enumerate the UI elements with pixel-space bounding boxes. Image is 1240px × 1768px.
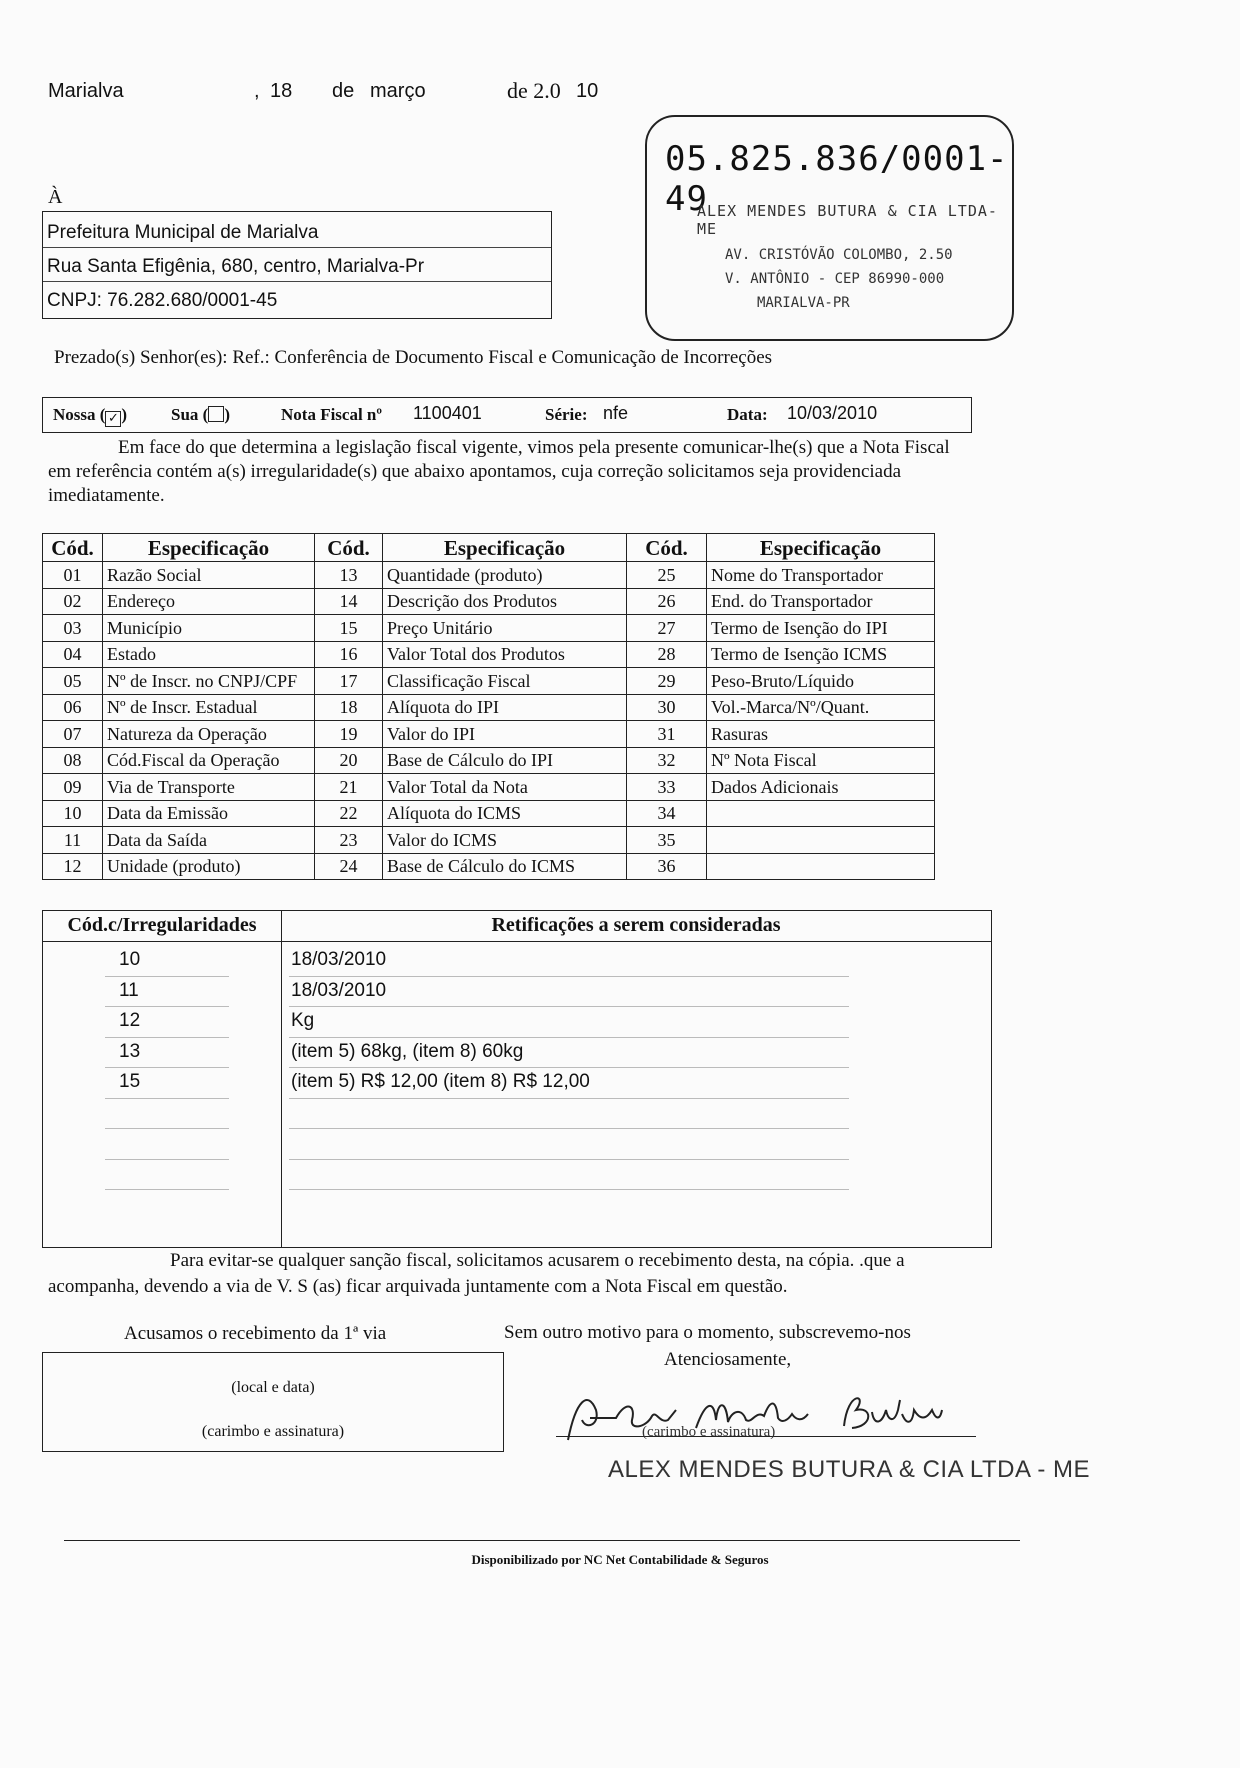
sua-close: ) — [224, 405, 230, 424]
specification-cell: Valor do ICMS — [383, 827, 627, 854]
row-divider — [289, 1189, 849, 1190]
column-header: Cód. — [43, 534, 103, 562]
column-header: Cód. — [627, 534, 707, 562]
nf-number-value: 1100401 — [413, 403, 482, 423]
specification-cell: Data da Saída — [103, 827, 315, 854]
row-divider — [289, 976, 849, 977]
code-cell: 26 — [627, 588, 707, 615]
code-cell: 10 — [43, 800, 103, 827]
addressee-divider — [43, 247, 551, 248]
codes-table-row — [43, 694, 935, 721]
row-divider — [289, 1067, 849, 1068]
irregularity-code: 11 — [119, 979, 139, 1001]
column-header: Especificação — [383, 534, 627, 562]
irregularity-fix: 18/03/2010 — [291, 949, 387, 970]
codes-table-row — [43, 562, 935, 589]
closing-line-1: Sem outro motivo para o momento, subscrevemo-nos — [504, 1322, 911, 1343]
intro-paragraph: Em face do que determina a legislação fiscal vigente, vimos pela presente comunicar-lhe(s) que a Nota Fiscal em referência contém a(s) irregularidade(s) que abaixo apontamos, cuja correção solicitamos seja providenciada imediatamente. — [48, 437, 950, 506]
stamp-address: AV. CRISTÓVÃO COLOMBO, 2.50 — [725, 247, 953, 263]
specification-cell — [707, 827, 935, 854]
codes-table — [42, 533, 935, 880]
irregularities-table — [42, 910, 992, 1248]
closing-carimbo: (carimbo e assinatura) — [642, 1424, 776, 1440]
header-year-prefix: de 2.0 — [507, 78, 561, 103]
code-cell: 16 — [315, 641, 383, 668]
nota-fiscal-box — [42, 397, 972, 433]
specification-cell: Rasuras — [707, 721, 935, 748]
code-cell: 28 — [627, 641, 707, 668]
irregularities-fix-header: Retificações a serem consideradas — [281, 911, 991, 942]
code-cell: 21 — [315, 774, 383, 801]
code-cell: 34 — [627, 800, 707, 827]
row-divider — [289, 1006, 849, 1007]
specification-cell: End. do Transportador — [707, 588, 935, 615]
addressee-divider — [43, 281, 551, 282]
specification-cell: Base de Cálculo do ICMS — [383, 853, 627, 880]
specification-cell: Valor do IPI — [383, 721, 627, 748]
specification-cell: Descrição dos Produtos — [383, 588, 627, 615]
column-header: Especificação — [103, 534, 315, 562]
column-header: Cód. — [315, 534, 383, 562]
irregularity-fix: (item 5) 68kg, (item 8) 60kg — [291, 1040, 524, 1062]
code-cell: 02 — [43, 588, 103, 615]
irregularity-fix: (item 5) R$ 12,00 (item 8) R$ 12,00 — [291, 1071, 590, 1092]
code-cell: 15 — [315, 615, 383, 642]
row-divider — [105, 1006, 229, 1007]
code-cell: 19 — [315, 721, 383, 748]
code-cell: 12 — [43, 853, 103, 880]
specification-cell: Alíquota do ICMS — [383, 800, 627, 827]
specification-cell: Nº Nota Fiscal — [707, 747, 935, 774]
row-divider — [105, 1037, 229, 1038]
specification-cell: Classificação Fiscal — [383, 668, 627, 695]
specification-cell: Peso-Bruto/Líquido — [707, 668, 935, 695]
code-cell: 36 — [627, 853, 707, 880]
codes-table-row — [43, 774, 935, 801]
specification-cell: Alíquota do IPI — [383, 694, 627, 721]
sua-label: Sua ( — [171, 405, 209, 424]
codes-table-row — [43, 641, 935, 668]
closing-line-2: Atenciosamente, — [664, 1349, 792, 1370]
header-month: março — [370, 80, 426, 102]
code-cell: 32 — [627, 747, 707, 774]
specification-cell: Termo de Isenção ICMS — [707, 641, 935, 668]
code-cell: 08 — [43, 747, 103, 774]
specification-cell: Vol.-Marca/Nº/Quant. — [707, 694, 935, 721]
reference-line: Prezado(s) Senhor(es): Ref.: Conferência de Documento Fiscal e Comunicação de Incorreções — [54, 347, 773, 368]
specification-cell: Unidade (produto) — [103, 853, 315, 880]
code-cell: 23 — [315, 827, 383, 854]
header-comma: , — [254, 80, 260, 102]
column-header: Especificação — [707, 534, 935, 562]
row-divider — [105, 1128, 229, 1129]
irregularity-code: 15 — [119, 1071, 141, 1092]
code-cell: 20 — [315, 747, 383, 774]
code-cell: 06 — [43, 694, 103, 721]
header-de: de — [332, 80, 355, 102]
code-cell: 07 — [43, 721, 103, 748]
code-cell: 14 — [315, 588, 383, 615]
stamp-cep: V. ANTÔNIO - CEP 86990-000 — [725, 271, 945, 287]
sua-option — [171, 405, 230, 425]
receipt-box — [42, 1352, 504, 1452]
code-cell: 04 — [43, 641, 103, 668]
serie-value: nfe — [603, 403, 629, 423]
specification-cell: Cód.Fiscal da Operação — [103, 747, 315, 774]
codes-table-row — [43, 615, 935, 642]
code-cell: 05 — [43, 668, 103, 695]
code-cell: 31 — [627, 721, 707, 748]
specification-cell: Nome do Transportador — [707, 562, 935, 589]
header-year-suffix: 10 — [576, 80, 599, 102]
receipt-title: Acusamos o recebimento da 1ª via — [124, 1323, 387, 1344]
codes-table-row — [43, 800, 935, 827]
code-cell: 35 — [627, 827, 707, 854]
credit-text: Disponibilizado por NC Net Contabilidade & Seguros — [471, 1552, 769, 1567]
specification-cell: Via de Transporte — [103, 774, 315, 801]
nf-number-label: Nota Fiscal nº — [281, 405, 382, 424]
specification-cell: Preço Unitário — [383, 615, 627, 642]
serie-label: Série: — [545, 405, 588, 424]
specification-cell: Razão Social — [103, 562, 315, 589]
code-cell: 03 — [43, 615, 103, 642]
specification-cell: Termo de Isenção do IPI — [707, 615, 935, 642]
credit-divider — [64, 1540, 1020, 1541]
company-name-stamp: ALEX MENDES BUTURA & CIA LTDA - ME — [608, 1456, 1090, 1483]
codes-table-row — [43, 668, 935, 695]
code-cell: 33 — [627, 774, 707, 801]
specification-cell: Data da Emissão — [103, 800, 315, 827]
codes-header-row — [43, 534, 935, 562]
irregularity-code: 10 — [119, 949, 141, 970]
stamp-company: ALEX MENDES BUTURA & CIA LTDA-ME — [697, 202, 998, 238]
specification-cell — [707, 853, 935, 880]
row-divider — [105, 1189, 229, 1190]
irregularity-fix: Kg — [291, 1010, 315, 1031]
stamp-cnpj: 05.825.836/0001-49 — [665, 139, 1009, 219]
irregularities-code-header: Cód.c/Irregularidades — [43, 911, 281, 942]
code-cell: 01 — [43, 562, 103, 589]
company-stamp — [645, 115, 1014, 341]
specification-cell: Endereço — [103, 588, 315, 615]
irregularity-code: 13 — [119, 1040, 141, 1062]
code-cell: 11 — [43, 827, 103, 854]
stamp-city: MARIALVA-PR — [757, 295, 850, 311]
code-cell: 27 — [627, 615, 707, 642]
row-divider — [289, 1037, 849, 1038]
row-divider — [289, 1159, 849, 1160]
codes-table-row — [43, 721, 935, 748]
sua-checkbox-icon[interactable] — [208, 406, 224, 422]
specification-cell: Natureza da Operação — [103, 721, 315, 748]
data-label: Data: — [727, 405, 768, 424]
code-cell: 30 — [627, 694, 707, 721]
row-divider — [105, 976, 229, 977]
nossa-label: Nossa ( — [53, 405, 106, 424]
codes-table-row — [43, 827, 935, 854]
code-cell: 22 — [315, 800, 383, 827]
specification-cell: Base de Cálculo do IPI — [383, 747, 627, 774]
header-city: Marialva — [48, 80, 124, 102]
specification-cell: Município — [103, 615, 315, 642]
receipt-local-data: (local e data) — [231, 1379, 315, 1396]
data-value: 10/03/2010 — [787, 403, 878, 423]
addressee-line-3: CNPJ: 76.282.680/0001-45 — [47, 290, 278, 311]
codes-table-row — [43, 588, 935, 615]
code-cell: 24 — [315, 853, 383, 880]
row-divider — [105, 1098, 229, 1099]
specification-cell: Nº de Inscr. no CNPJ/CPF — [103, 668, 315, 695]
header-day: 18 — [270, 80, 293, 102]
nossa-close: ) — [121, 405, 128, 424]
row-divider — [289, 1098, 849, 1099]
column-divider — [281, 911, 282, 1247]
row-divider — [105, 1067, 229, 1068]
code-cell: 25 — [627, 562, 707, 589]
irregularity-code: 12 — [119, 1010, 141, 1031]
addressee-box — [42, 211, 552, 319]
row-divider — [105, 1159, 229, 1160]
code-cell: 17 — [315, 668, 383, 695]
codes-table-row — [43, 747, 935, 774]
code-cell: 13 — [315, 562, 383, 589]
addressee-line-1: Prefeitura Municipal de Marialva — [47, 222, 319, 243]
codes-table-row — [43, 853, 935, 880]
code-cell: 29 — [627, 668, 707, 695]
footer-paragraph: Para evitar-se qualquer sanção fiscal, solicitamos acusarem o recebimento desta, na cópia. .que a acompanha, devendo a via de V. S (as) ficar arquivada juntamente com a Nota Fiscal em questão. — [48, 1250, 905, 1297]
addressee-label: À — [48, 186, 63, 208]
specification-cell: Nº de Inscr. Estadual — [103, 694, 315, 721]
specification-cell: Dados Adicionais — [707, 774, 935, 801]
row-divider — [289, 1128, 849, 1129]
specification-cell: Quantidade (produto) — [383, 562, 627, 589]
code-cell: 09 — [43, 774, 103, 801]
receipt-carimbo: (carimbo e assinatura) — [201, 1423, 345, 1440]
irregularity-fix: 18/03/2010 — [291, 979, 387, 1001]
specification-cell: Valor Total dos Produtos — [383, 641, 627, 668]
addressee-line-2: Rua Santa Efigênia, 680, centro, Marialva-Pr — [47, 256, 425, 277]
specification-cell — [707, 800, 935, 827]
specification-cell: Valor Total da Nota — [383, 774, 627, 801]
code-cell: 18 — [315, 694, 383, 721]
nossa-option — [53, 405, 127, 427]
specification-cell: Estado — [103, 641, 315, 668]
nossa-checkbox-icon[interactable]: ✓ — [105, 411, 121, 427]
